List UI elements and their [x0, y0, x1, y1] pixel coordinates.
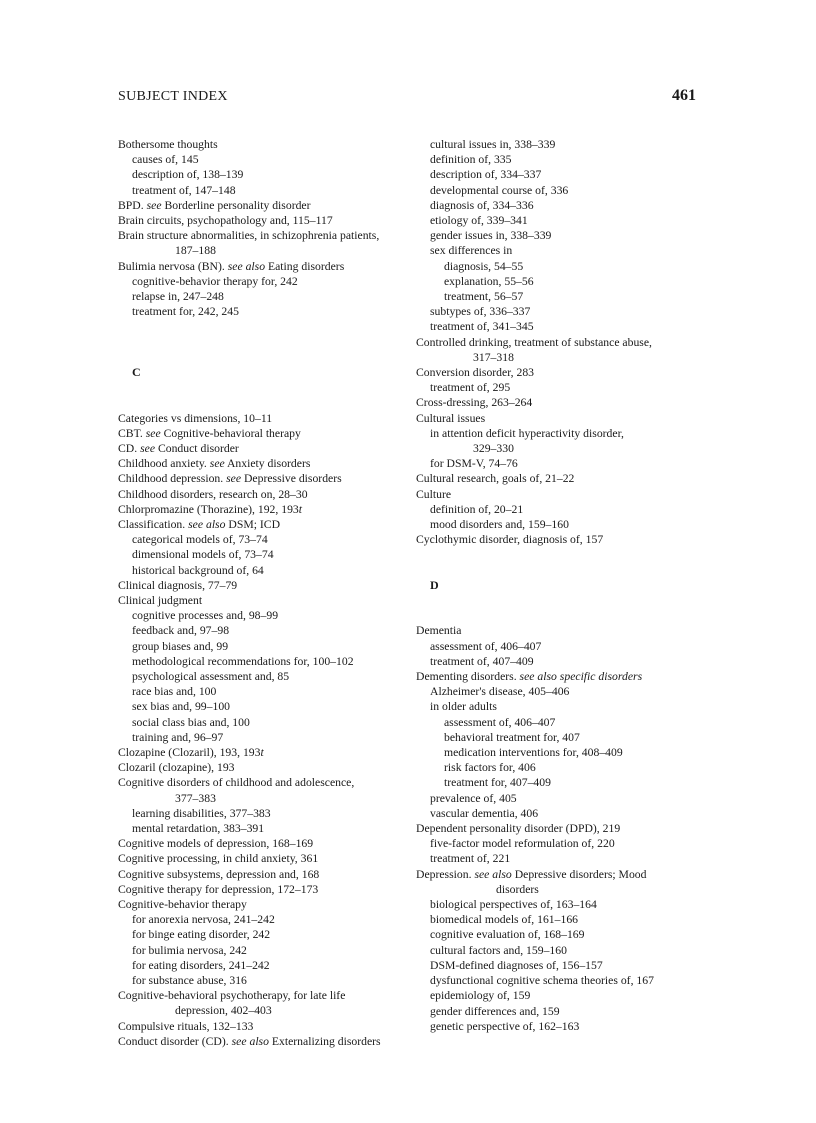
index-entry: learning disabilities, 377–383	[132, 806, 271, 820]
index-entry: for eating disorders, 241–242	[132, 958, 270, 972]
index-entry: Cyclothymic disorder, diagnosis of, 157	[416, 533, 604, 547]
index-entry: description of, 334–337	[430, 168, 542, 182]
index-entry: Alzheimer's disease, 405–406	[430, 685, 570, 699]
index-entry: developmental course of, 336	[430, 183, 569, 197]
section-b-entries	[118, 137, 418, 319]
index-entry: relapse in, 247–248	[132, 290, 224, 304]
index-entry: Dependent personality disorder (DPD), 219	[416, 822, 621, 836]
index-entry: in attention deficit hyperactivity disorder,	[430, 426, 624, 440]
index-entry: cognitive-behavior therapy for, 242	[132, 274, 298, 288]
index-entry: definition of, 335	[430, 153, 512, 167]
spacer	[118, 350, 418, 365]
index-entry: explanation, 55–56	[444, 274, 534, 288]
index-entry: Childhood disorders, research on, 28–30	[118, 487, 308, 501]
index-column-right	[416, 137, 708, 1034]
index-entry: categorical models of, 73–74	[132, 533, 268, 547]
section-c-entries	[118, 411, 418, 1050]
index-entry: risk factors for, 406	[444, 761, 536, 775]
index-entry: subtypes of, 336–337	[430, 305, 531, 319]
running-head: SUBJECT INDEX	[118, 89, 228, 104]
index-entry: Dementing disorders. see also specific disorders	[416, 670, 643, 684]
index-entry: disorders	[496, 882, 539, 896]
index-entry: social class bias and, 100	[132, 715, 250, 729]
index-entry: dysfunctional cognitive schema theories of, 167	[430, 974, 654, 988]
index-entry: mental retardation, 383–391	[132, 822, 265, 836]
index-entry: historical background of, 64	[132, 563, 264, 577]
spacer	[416, 608, 708, 623]
index-entry: diagnosis, 54–55	[444, 259, 524, 273]
index-entry: Clozaril (clozapine), 193	[118, 761, 235, 775]
index-entry: assessment of, 406–407	[430, 639, 542, 653]
index-entry: Conduct disorder (CD). see also Externalizing disorders	[118, 1034, 381, 1048]
index-entry: training and, 96–97	[132, 730, 224, 744]
index-entry: biological perspectives of, 163–164	[430, 898, 597, 912]
index-entry: Cognitive models of depression, 168–169	[118, 837, 314, 851]
index-entry: group biases and, 99	[132, 639, 229, 653]
index-entry: Cultural issues	[416, 411, 486, 425]
index-entry: Cognitive therapy for depression, 172–173	[118, 882, 319, 896]
index-entry: treatment of, 341–345	[430, 320, 534, 334]
section-letter-d: D	[430, 577, 439, 592]
index-entry: five-factor model reformulation of, 220	[430, 837, 615, 851]
index-entry: methodological recommendations for, 100–102	[132, 654, 354, 668]
index-column-left	[118, 137, 418, 1049]
page-number: 461	[672, 87, 696, 104]
index-entry: Dementia	[416, 624, 462, 638]
index-entry: sex bias and, 99–100	[132, 700, 231, 714]
index-entry: Depression. see also Depressive disorders; Mood	[416, 867, 647, 881]
index-entry: gender issues in, 338–339	[430, 229, 552, 243]
index-entry: for substance abuse, 316	[132, 974, 247, 988]
index-entry: Clozapine (Clozaril), 193, 193t	[118, 746, 264, 760]
index-entry: vascular dementia, 406	[430, 806, 539, 820]
index-entry: dimensional models of, 73–74	[132, 548, 274, 562]
index-entry: for bulimia nervosa, 242	[132, 943, 247, 957]
index-entry: Bothersome thoughts	[118, 138, 218, 151]
index-entry: 317–318	[473, 350, 514, 364]
index-entry: Culture	[416, 487, 452, 501]
index-entry: Cognitive subsystems, depression and, 168	[118, 867, 320, 881]
spacer	[118, 380, 418, 395]
index-entry: Childhood depression. see Depressive disorders	[118, 472, 342, 486]
index-entry: prevalence of, 405	[430, 791, 517, 805]
section-d-entries	[416, 623, 708, 1033]
index-entry: Bulimia nervosa (BN). see also Eating disorders	[118, 259, 345, 273]
index-entry: 377–383	[175, 791, 216, 805]
index-entry: 329–330	[473, 442, 514, 456]
index-entry: Classification. see also DSM; ICD	[118, 517, 281, 531]
index-entry: treatment for, 407–409	[444, 776, 551, 790]
index-entry: treatment of, 295	[430, 381, 511, 395]
index-entry: mood disorders and, 159–160	[430, 518, 569, 532]
index-entry: treatment of, 407–409	[430, 654, 534, 668]
index-entry: cognitive evaluation of, 168–169	[430, 928, 585, 942]
index-entry: treatment for, 242, 245	[132, 305, 239, 319]
index-entry: DSM-defined diagnoses of, 156–157	[430, 958, 603, 972]
index-entry: for DSM-V, 74–76	[430, 457, 518, 471]
spacer	[416, 547, 708, 562]
index-entry: treatment, 56–57	[444, 290, 524, 304]
index-entry: cultural issues in, 338–339	[430, 138, 556, 151]
section-c-continued-entries	[416, 137, 708, 547]
index-entry: diagnosis of, 334–336	[430, 198, 534, 212]
index-entry: psychological assessment and, 85	[132, 670, 290, 684]
index-entry: Brain structure abnormalities, in schizophrenia patients,	[118, 229, 380, 243]
index-entry: for binge eating disorder, 242	[132, 928, 271, 942]
index-entry: for anorexia nervosa, 241–242	[132, 913, 275, 927]
spacer	[118, 335, 418, 350]
index-entry: Cognitive-behavior therapy	[118, 898, 247, 912]
index-entry: CBT. see Cognitive-behavioral therapy	[118, 426, 301, 440]
index-entry: race bias and, 100	[132, 685, 217, 699]
index-entry: definition of, 20–21	[430, 502, 524, 516]
index-entry: Brain circuits, psychopathology and, 115–117	[118, 214, 333, 228]
index-entry: assessment of, 406–407	[444, 715, 556, 729]
index-entry: sex differences in	[430, 244, 513, 258]
index-entry: Categories vs dimensions, 10–11	[118, 411, 273, 425]
index-entry: Controlled drinking, treatment of substance abuse,	[416, 335, 652, 349]
spacer	[118, 319, 418, 334]
index-entry: Cross-dressing, 263–264	[416, 396, 533, 410]
index-entry: causes of, 145	[132, 153, 199, 167]
index-entry: genetic perspective of, 162–163	[430, 1019, 580, 1033]
index-entry: Cognitive processing, in child anxiety, 361	[118, 852, 319, 866]
index-entry: cognitive processes and, 98–99	[132, 609, 279, 623]
index-entry: in older adults	[430, 700, 497, 714]
index-entry: Chlorpromazine (Thorazine), 192, 193t	[118, 502, 303, 516]
index-entry: treatment of, 147–148	[132, 183, 236, 197]
index-entry: feedback and, 97–98	[132, 624, 230, 638]
index-entry: Clinical judgment	[118, 594, 203, 607]
index-entry: cultural factors and, 159–160	[430, 943, 567, 957]
index-entry: gender differences and, 159	[430, 1004, 560, 1018]
index-entry: Cultural research, goals of, 21–22	[416, 472, 575, 486]
index-entry: treatment of, 221	[430, 852, 511, 866]
spacer	[118, 395, 418, 410]
spacer	[416, 593, 708, 608]
index-entry: behavioral treatment for, 407	[444, 730, 580, 744]
index-entry: Cognitive-behavioral psychotherapy, for late life	[118, 989, 346, 1003]
index-entry: Cognitive disorders of childhood and adolescence,	[118, 776, 355, 790]
index-entry: epidemiology of, 159	[430, 989, 531, 1003]
section-letter-c: C	[132, 365, 141, 379]
index-entry: CD. see Conduct disorder	[118, 441, 239, 455]
index-entry: medication interventions for, 408–409	[444, 746, 623, 760]
spacer	[416, 563, 708, 578]
index-entry: depression, 402–403	[175, 1004, 272, 1018]
index-entry: etiology of, 339–341	[430, 214, 528, 228]
index-entry: Conversion disorder, 283	[416, 366, 535, 380]
index-entry: biomedical models of, 161–166	[430, 913, 579, 927]
index-entry: 187–188	[175, 244, 216, 258]
index-entry: BPD. see Borderline personality disorder	[118, 198, 311, 212]
index-entry: Childhood anxiety. see Anxiety disorders	[118, 457, 311, 471]
index-entry: Clinical diagnosis, 77–79	[118, 578, 238, 592]
index-entry: description of, 138–139	[132, 168, 244, 182]
index-entry: Compulsive rituals, 132–133	[118, 1019, 254, 1033]
